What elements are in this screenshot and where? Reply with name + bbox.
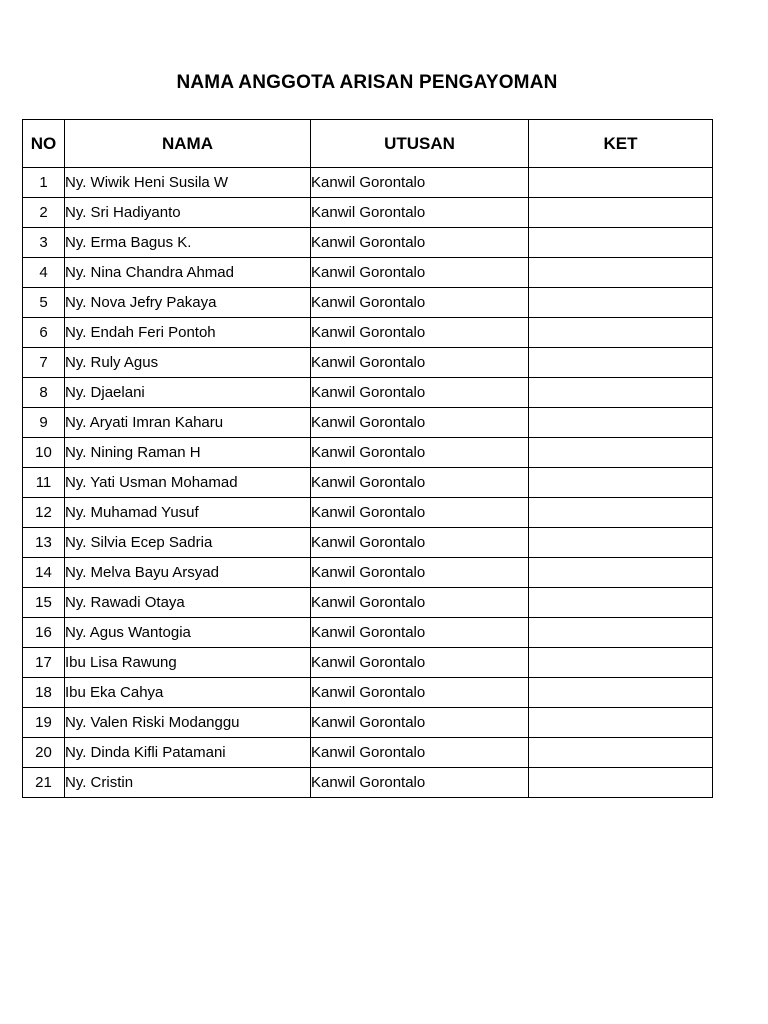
row-number: 12: [23, 498, 65, 528]
member-remark: [529, 378, 713, 408]
member-remark: [529, 198, 713, 228]
members-table: [22, 119, 713, 798]
member-remark: [529, 438, 713, 468]
row-number: 21: [23, 768, 65, 798]
table-row: [23, 708, 713, 738]
member-remark: [529, 558, 713, 588]
table-row: [23, 528, 713, 558]
row-number: 2: [23, 198, 65, 228]
member-name: Ny. Erma Bagus K.: [65, 228, 311, 258]
row-number: 7: [23, 348, 65, 378]
row-number: 11: [23, 468, 65, 498]
row-number: 15: [23, 588, 65, 618]
member-remark: [529, 258, 713, 288]
row-number: 16: [23, 618, 65, 648]
header-ket: KET: [529, 120, 713, 168]
table-row: [23, 408, 713, 438]
member-remark: [529, 648, 713, 678]
table-header: [23, 120, 713, 168]
member-remark: [529, 468, 713, 498]
member-remark: [529, 408, 713, 438]
table-row: [23, 558, 713, 588]
page-title: NAMA ANGGOTA ARISAN PENGAYOMAN: [176, 72, 558, 93]
table-row: [23, 348, 713, 378]
member-name: Ny. Cristin: [65, 768, 311, 798]
member-delegation: Kanwil Gorontalo: [311, 318, 529, 348]
member-delegation: Kanwil Gorontalo: [311, 648, 529, 678]
table-row: [23, 198, 713, 228]
member-delegation: Kanwil Gorontalo: [311, 708, 529, 738]
member-delegation: Kanwil Gorontalo: [311, 348, 529, 378]
member-name: Ny. Sri Hadiyanto: [65, 198, 311, 228]
row-number: 18: [23, 678, 65, 708]
member-name: Ny. Yati Usman Mohamad: [65, 468, 311, 498]
member-name: Ny. Melva Bayu Arsyad: [65, 558, 311, 588]
member-name: Ny. Nining Raman H: [65, 438, 311, 468]
member-remark: [529, 678, 713, 708]
member-remark: [529, 768, 713, 798]
row-number: 9: [23, 408, 65, 438]
member-name: Ny. Nina Chandra Ahmad: [65, 258, 311, 288]
table-row: [23, 468, 713, 498]
member-name: Ibu Lisa Rawung: [65, 648, 311, 678]
member-name: Ny. Silvia Ecep Sadria: [65, 528, 311, 558]
member-name: Ibu Eka Cahya: [65, 678, 311, 708]
member-remark: [529, 528, 713, 558]
member-remark: [529, 168, 713, 198]
table-row: [23, 618, 713, 648]
table-row: [23, 318, 713, 348]
row-number: 14: [23, 558, 65, 588]
header-nama: NAMA: [65, 120, 311, 168]
member-delegation: Kanwil Gorontalo: [311, 288, 529, 318]
member-delegation: Kanwil Gorontalo: [311, 588, 529, 618]
row-number: 1: [23, 168, 65, 198]
member-delegation: Kanwil Gorontalo: [311, 558, 529, 588]
member-delegation: Kanwil Gorontalo: [311, 768, 529, 798]
member-delegation: Kanwil Gorontalo: [311, 258, 529, 288]
member-remark: [529, 228, 713, 258]
member-name: Ny. Aryati Imran Kaharu: [65, 408, 311, 438]
member-name: Ny. Agus Wantogia: [65, 618, 311, 648]
row-number: 10: [23, 438, 65, 468]
row-number: 19: [23, 708, 65, 738]
member-delegation: Kanwil Gorontalo: [311, 438, 529, 468]
member-name: Ny. Valen Riski Modanggu: [65, 708, 311, 738]
member-remark: [529, 588, 713, 618]
member-remark: [529, 708, 713, 738]
member-delegation: Kanwil Gorontalo: [311, 618, 529, 648]
header-utusan: UTUSAN: [311, 120, 529, 168]
member-delegation: Kanwil Gorontalo: [311, 468, 529, 498]
table-row: [23, 258, 713, 288]
member-remark: [529, 348, 713, 378]
table-row: [23, 498, 713, 528]
member-delegation: Kanwil Gorontalo: [311, 228, 529, 258]
member-name: Ny. Nova Jefry Pakaya: [65, 288, 311, 318]
member-delegation: Kanwil Gorontalo: [311, 378, 529, 408]
row-number: 5: [23, 288, 65, 318]
member-delegation: Kanwil Gorontalo: [311, 678, 529, 708]
table-row: [23, 168, 713, 198]
row-number: 4: [23, 258, 65, 288]
row-number: 3: [23, 228, 65, 258]
row-number: 13: [23, 528, 65, 558]
table-row: [23, 768, 713, 798]
member-name: Ny. Rawadi Otaya: [65, 588, 311, 618]
member-remark: [529, 738, 713, 768]
member-name: Ny. Ruly Agus: [65, 348, 311, 378]
member-remark: [529, 618, 713, 648]
member-remark: [529, 498, 713, 528]
table-row: [23, 228, 713, 258]
table-row: [23, 588, 713, 618]
member-remark: [529, 288, 713, 318]
table-body: [23, 168, 713, 798]
row-number: 20: [23, 738, 65, 768]
member-name: Ny. Muhamad Yusuf: [65, 498, 311, 528]
member-remark: [529, 318, 713, 348]
member-delegation: Kanwil Gorontalo: [311, 498, 529, 528]
table-row: [23, 648, 713, 678]
table-row: [23, 288, 713, 318]
row-number: 6: [23, 318, 65, 348]
header-row: [23, 120, 713, 168]
row-number: 17: [23, 648, 65, 678]
member-name: Ny. Djaelani: [65, 378, 311, 408]
member-name: Ny. Endah Feri Pontoh: [65, 318, 311, 348]
member-delegation: Kanwil Gorontalo: [311, 528, 529, 558]
table-row: [23, 678, 713, 708]
row-number: 8: [23, 378, 65, 408]
table-row: [23, 378, 713, 408]
member-delegation: Kanwil Gorontalo: [311, 198, 529, 228]
member-delegation: Kanwil Gorontalo: [311, 168, 529, 198]
member-name: Ny. Wiwik Heni Susila W: [65, 168, 311, 198]
member-name: Ny. Dinda Kifli Patamani: [65, 738, 311, 768]
member-delegation: Kanwil Gorontalo: [311, 738, 529, 768]
table-row: [23, 738, 713, 768]
header-no: NO: [23, 120, 65, 168]
table-row: [23, 438, 713, 468]
member-delegation: Kanwil Gorontalo: [311, 408, 529, 438]
